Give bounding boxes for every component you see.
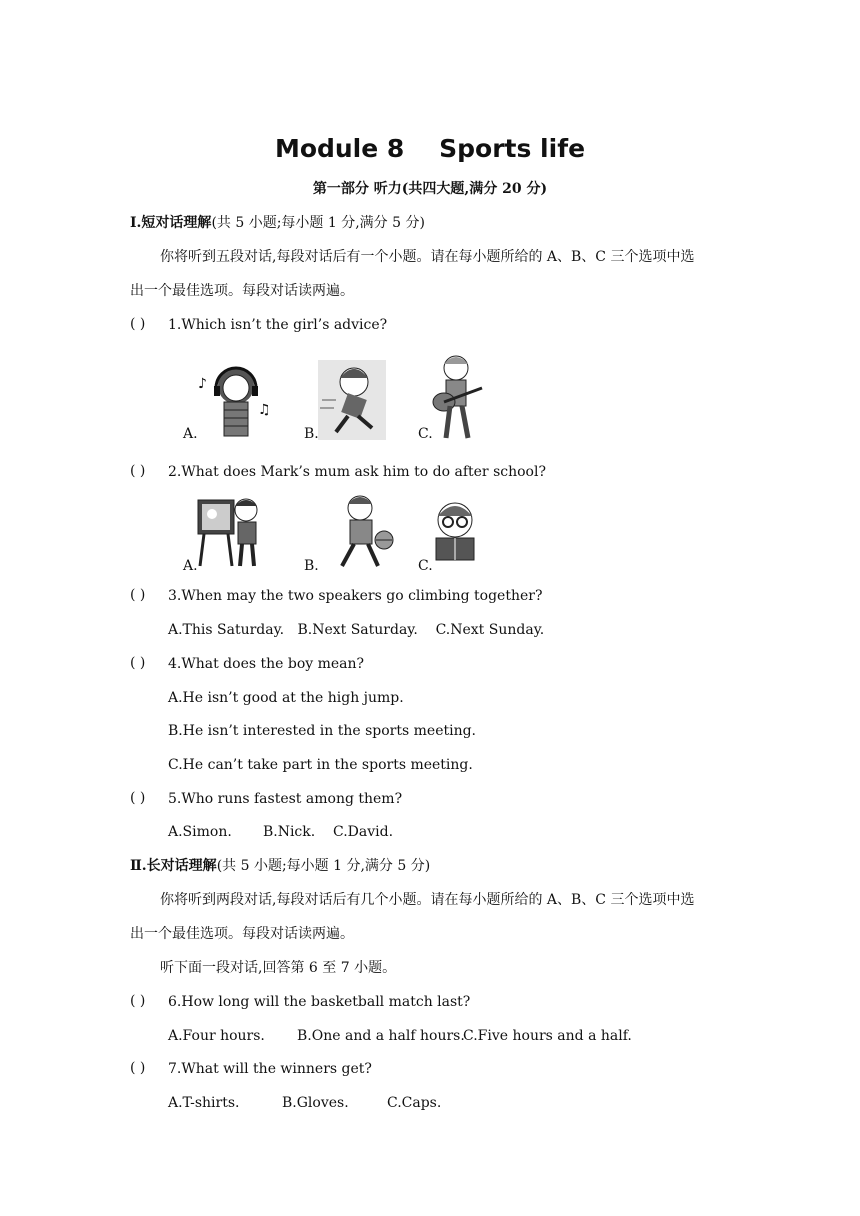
q1-text: 1.Which isn’t the girl’s advice? — [168, 317, 388, 333]
q5-text: 5.Who runs fastest among them? — [168, 791, 403, 807]
q6-option-a: A.Four hours. — [168, 1028, 265, 1044]
section2-heading: Ⅱ.长对话理解 — [130, 858, 217, 874]
section1-heading: Ⅰ.短对话理解 — [130, 215, 212, 231]
q1-option-c: C. — [418, 426, 433, 442]
q5-options: A.Simon. B.Nick. C.David. — [168, 824, 394, 840]
q2-option-c: C. — [418, 558, 433, 574]
section2-heading-line — [130, 857, 430, 875]
q2-option-b: B. — [304, 558, 319, 574]
boy-running-image — [318, 360, 386, 440]
q1-answer-blank[interactable]: ( ) — [130, 316, 146, 332]
q3-answer-blank[interactable]: ( ) — [130, 587, 146, 603]
section2-instruction-2: 出一个最佳选项。每段对话读两遍。 — [130, 926, 354, 942]
boy-reading-book-image — [430, 498, 480, 570]
q7-answer-blank[interactable]: ( ) — [130, 1060, 146, 1076]
q2-text: 2.What does Mark’s mum ask him to do after school? — [168, 464, 546, 480]
q6-option-c: C.Five hours and a half. — [463, 1028, 632, 1044]
part-heading: 第一部分 听力(共四大题,满分 20 分) — [312, 181, 548, 197]
section2-note: (共 5 小题;每小题 1 分,满分 5 分) — [216, 858, 431, 874]
svg-text:♪: ♪ — [198, 376, 207, 392]
q3-options: A.This Saturday. B.Next Saturday. C.Next Sunday. — [168, 622, 545, 638]
q5-answer-blank[interactable]: ( ) — [130, 790, 146, 806]
section2-listen-note: 听下面一段对话,回答第 6 至 7 小题。 — [160, 960, 397, 976]
q6-answer-blank[interactable]: ( ) — [130, 993, 146, 1009]
q1-option-a: A. — [183, 426, 198, 442]
q7-option-c: C.Caps. — [387, 1095, 442, 1111]
q7-option-a: A.T-shirts. — [168, 1095, 240, 1111]
section1-note: (共 5 小题;每小题 1 分,满分 5 分) — [211, 215, 425, 231]
section2-instruction-1: 你将听到两段对话,每段对话后有几个小题。请在每小题所给的 A、B、C 三个选项中选 — [160, 892, 695, 908]
girl-listening-music-image — [194, 358, 274, 440]
q4-text: 4.What does the boy mean? — [168, 656, 365, 672]
boy-playing-basketball-image — [330, 492, 396, 570]
q6-option-b: B.One and a half hours. — [297, 1028, 465, 1044]
q2-option-a: A. — [183, 558, 198, 574]
boy-drawing-picture-image — [196, 494, 264, 568]
q2-answer-blank[interactable]: ( ) — [130, 463, 146, 479]
q1-option-b: B. — [304, 426, 319, 442]
q7-option-b: B.Gloves. — [282, 1095, 349, 1111]
q4-answer-blank[interactable]: ( ) — [130, 655, 146, 671]
svg-text:♫: ♫ — [258, 402, 271, 418]
boy-playing-guitar-image — [430, 352, 486, 440]
section1-instruction-2: 出一个最佳选项。每段对话读两遍。 — [130, 283, 354, 299]
q4-option-c: C.He can’t take part in the sports meeting. — [168, 757, 473, 773]
q4-option-a: A.He isn’t good at the high jump. — [168, 690, 404, 706]
section1-instruction-1: 你将听到五段对话,每段对话后有一个小题。请在每小题所给的 A、B、C 三个选项中选 — [160, 249, 695, 265]
q4-option-b: B.He isn’t interested in the sports meeting. — [168, 723, 477, 739]
q3-text: 3.When may the two speakers go climbing together? — [168, 588, 543, 604]
section1-heading-line — [130, 214, 425, 232]
page-title: Module 8 Sports life — [274, 134, 586, 163]
q6-text: 6.How long will the basketball match last? — [168, 994, 471, 1010]
q7-text: 7.What will the winners get? — [168, 1061, 372, 1077]
